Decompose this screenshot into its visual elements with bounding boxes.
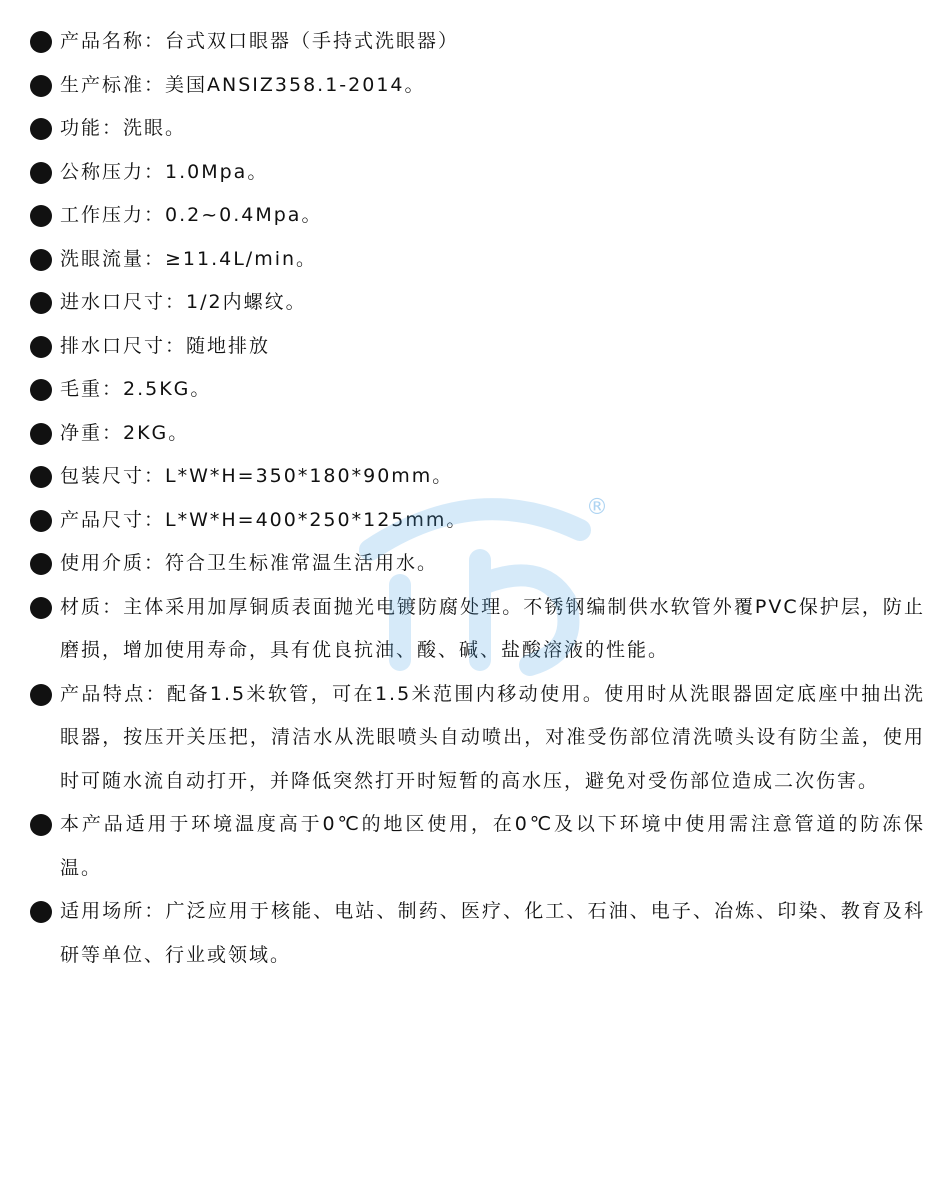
- spec-item-product-name: [30, 20, 925, 64]
- spec-item-features: [30, 673, 925, 804]
- spec-text: 公称压力：1.0Mpa。: [60, 160, 269, 183]
- bullet-icon: [30, 466, 52, 488]
- registered-mark: ®: [586, 495, 608, 520]
- spec-text: 洗眼流量：≥11.4L/min。: [60, 247, 318, 270]
- bullet-icon: [30, 901, 52, 923]
- spec-text: 净重：2KG。: [60, 421, 190, 444]
- bullet-icon: [30, 205, 52, 227]
- spec-text: 本产品适用于环境温度高于0℃的地区使用，在0℃及以下环境中使用需注意管道的防冻保温。: [60, 813, 925, 879]
- spec-item-working-pressure: [30, 194, 925, 238]
- spec-item-flow-rate: [30, 238, 925, 282]
- bullet-icon: [30, 162, 52, 184]
- spec-item-standard: [30, 64, 925, 108]
- spec-text: 使用介质：符合卫生标准常温生活用水。: [60, 552, 439, 574]
- spec-text: 进水口尺寸：1/2内螺纹。: [60, 291, 307, 313]
- spec-item-nominal-pressure: [30, 151, 925, 195]
- bullet-icon: [30, 684, 52, 706]
- spec-text: 材质：主体采用加厚铜质表面抛光电镀防腐处理。不锈钢编制供水软管外覆PVC保护层，防止磨损，增加使用寿命，具有优良抗油、酸、碱、盐酸溶液的性能。: [60, 595, 925, 661]
- spec-item-applications: [30, 890, 925, 977]
- spec-text: 包装尺寸：L*W*H=350*180*90mm。: [60, 465, 454, 487]
- bullet-icon: [30, 597, 52, 619]
- spec-item-outlet-size: [30, 325, 925, 369]
- spec-item-inlet-size: [30, 281, 925, 325]
- bullet-icon: [30, 336, 52, 358]
- bullet-icon: [30, 75, 52, 97]
- spec-text: 毛重：2.5KG。: [60, 378, 212, 400]
- bullet-icon: [30, 423, 52, 445]
- brand-watermark-logo: [330, 490, 620, 680]
- spec-text: 适用场所：广泛应用于核能、电站、制药、医疗、化工、石油、电子、冶炼、印染、教育及科研等单位、行业或领域。: [60, 900, 925, 966]
- bullet-icon: [30, 31, 52, 53]
- bullet-icon: [30, 249, 52, 271]
- spec-text: 生产标准：美国ANSIZ358.1-2014。: [60, 73, 426, 96]
- spec-text: 产品尺寸：L*W*H=400*250*125mm。: [60, 508, 468, 531]
- bullet-icon: [30, 814, 52, 836]
- spec-text: 功能：洗眼。: [60, 117, 187, 139]
- bullet-icon: [30, 379, 52, 401]
- watermark-logo-shape: [370, 509, 580, 665]
- spec-text: 排水口尺寸：随地排放: [60, 334, 271, 357]
- bullet-icon: [30, 553, 52, 575]
- spec-text: 工作压力：0.2~0.4Mpa。: [60, 204, 323, 226]
- bullet-icon: [30, 292, 52, 314]
- spec-text: 产品名称：台式双口眼器（手持式洗眼器）: [60, 30, 460, 52]
- bullet-icon: [30, 118, 52, 140]
- spec-item-net-weight: [30, 412, 925, 456]
- spec-item-function: [30, 107, 925, 151]
- bullet-icon: [30, 510, 52, 532]
- spec-item-temperature-note: [30, 803, 925, 890]
- spec-text: 产品特点：配备1.5米软管，可在1.5米范围内移动使用。使用时从洗眼器固定底座中抽出洗眼器，按压开关压把，清洁水从洗眼喷头自动喷出，对准受伤部位清洗喷头设有防尘盖，使用时可随水流自动打开，并降低突然打开时短暂的高水压，避免对受伤部位造成二次伤害。: [60, 682, 925, 792]
- spec-item-gross-weight: [30, 368, 925, 412]
